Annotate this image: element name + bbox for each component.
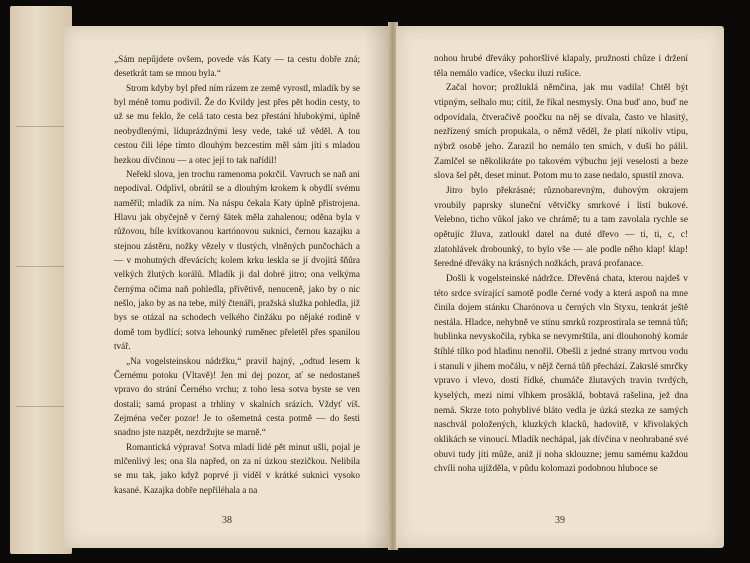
edge-line (16, 266, 66, 267)
edge-line (16, 406, 66, 407)
paragraph: Jitro bylo překrásné; různobarevným, duhovým okrajem vroubily paprsky sluneční větvičky smrkové i listí bukové. Velebno, ticho vůkol jako ve chrámě; tu a tam zavolala rychle se opětujíc žluva, zatloukl datel na duté dřevo — ti, ti, c, c! zlatohlávek drobounký, to bylo vše — ale podle něho klap! klap! šeredné dřeváky na krásných nožkách, pravá profanace. (434, 185, 688, 270)
edge-line (16, 126, 66, 127)
paragraph: Došli k vogelsteinské nádržce. Dřevěná chata, kterou najdeš v této srdce svírající samotě podle černé vody a která aspoň na mne činila dojem stánku Charónova u černých vln Styxu, tenkrát ještě nestála. Hladce, nehybně ve stínu smrků rozprostírala se temná tůň; bublinka nevyskočila, rybka se nevymrštila, ani dlouhonohý komár štíhlé tílko pod hladinu nenořil. Obešli z jedné strany mrtvou vodu i stanuli v jihem močálu, v nějž černá tůň přechází. Zakrslé smrčky vpravo i vlevo, dosti řídké, chumáče žlutavých travin tvrdých, kyselých, mezi nimi vlhkem prosáklá, bobtavá rašelina, jež dna nemá. Skrze toto pohyblivé bláto vedla je úzká stezka ze samých naschvál položených, kluzkých klacků, hadovitě, v křivolakých oklikách se vinoucí. Mladík nechápal, jak dívčina v neohrabané své obuvi tudy jíti může, aniž jí noha sklouzne; jemu samému každou chvíli noha ujížděla, v půdu kolomazi podobnou hluboce se (434, 273, 688, 475)
left-page (64, 26, 390, 548)
paragraph: nohou hrubé dřeváky pohoršlivé klapaly, pružnosti chůze i držení těla nemálo vadíce, všecku iluzi rušíce. (434, 54, 688, 79)
paragraph: Romantická výprava! Sotva mladí lidé pět minut ušli, pojal je mlčenlivý les; ona šla napřed, on za ní úzkou stezičkou. Nelibila se mu tak, jako když poprvé ji viděl v krátké suknici vysoko kasané. Kazajka dobře nepřiléhala a na (114, 441, 360, 495)
paragraph: „Na vogelsteinskou nádržku,“ pravil hajný, „odtud lesem k Černému potoku (Vltavě)! Jen mi dej pozor, ať se nedostaneš vpravo do strání Černého vrchu; z toho lesa sotva byste se ven dostali; samá propast a trhliny v skalních srázích. Vždyť víš. Zejména večer pozor! Je to ošemetná cesta potmě — do šesti snadno jste nazpět, nezdržujte se marně.“ (114, 355, 360, 438)
paragraph: Neřekl slova, jen trochu ramenoma pokrčil. Vavruch se naň ani nepodíval. Odplivl, obrátil se a dlouhým krokem k obydlí svému naměřil; mladík za ním. Na náspu čekala Katy úplně přistrojena. Hlavu jak obyčejně v černý šátek měla zahalenou; oděna byla v růžovou, bíle kvítkovanou kartónovou suknici, černou kazajku a stejnou zástěru, nožky vězely v tlustých, vlněných punčochách a — v mohutných dřevácích; kolem krku leskla se jí dvojitá šňůra velkých žlutých korálů. Mladík ji dal dobré jitro; ona velkýma černýma očima naň pohledla, přivětivě, nenuceně, jako by o nic nešlo, jako by as na tebe, milý čtenáři, pražská služka pohledla, již bys se otázal na schodech velkého činžáku po nějaké rodině v domě tom bydlící; sotva lehounký ruměnec přeletěl přes spanilou tvář. (114, 168, 360, 352)
paragraph: Začal hovor; prožluklá němčina, jak mu vadila! Chtěl být vtipným, selhalo mu; cítil, že říkal nesmysly. Ona buď ano, buď ne odpovídala, čtveračivě poočku na něj se dívala, často ve hlasitý, nezřízený smích propukala, o němž věděl, že platí nikoliv vtipu, nýbrž osobě jeho. Zarazil ho nemálo ten smích, v duši ho pálil. Zamlčel se několikráte po takovém výbuchu její veselosti a beze slova šel pět, deset minut. Potom mu to zase nedalo, spustil znova. (434, 83, 688, 182)
left-page-text (114, 52, 360, 497)
gutter-shadow (364, 26, 390, 548)
paragraph: Strom kdyby byl před ním rázem ze země vyrostl, mladík by se byl méně tomu podivil. Že do Kvildy jest přes pět hodin cesty, to už se mu feklo, že celá tato cesta bez přestání hlubokými, úplně neobydlenými, liduprázdnými lesy vede, také už věděl. A tou cestou čili lépe tímto dlouhým bezcestím měl sám jíti s mladou hezkou dívčinou — a otec její to tak nařídil! (114, 82, 360, 165)
page-number: 38 (222, 515, 232, 526)
paragraph: „Sám nepůjdete ovšem, povede vás Katy — ta cestu dobře zná; desetkrát tam se mnou byla.“ (114, 54, 360, 79)
page-number: 39 (555, 515, 565, 526)
right-page-text (434, 52, 688, 477)
book-page-edges (10, 6, 72, 554)
right-page (396, 26, 724, 548)
